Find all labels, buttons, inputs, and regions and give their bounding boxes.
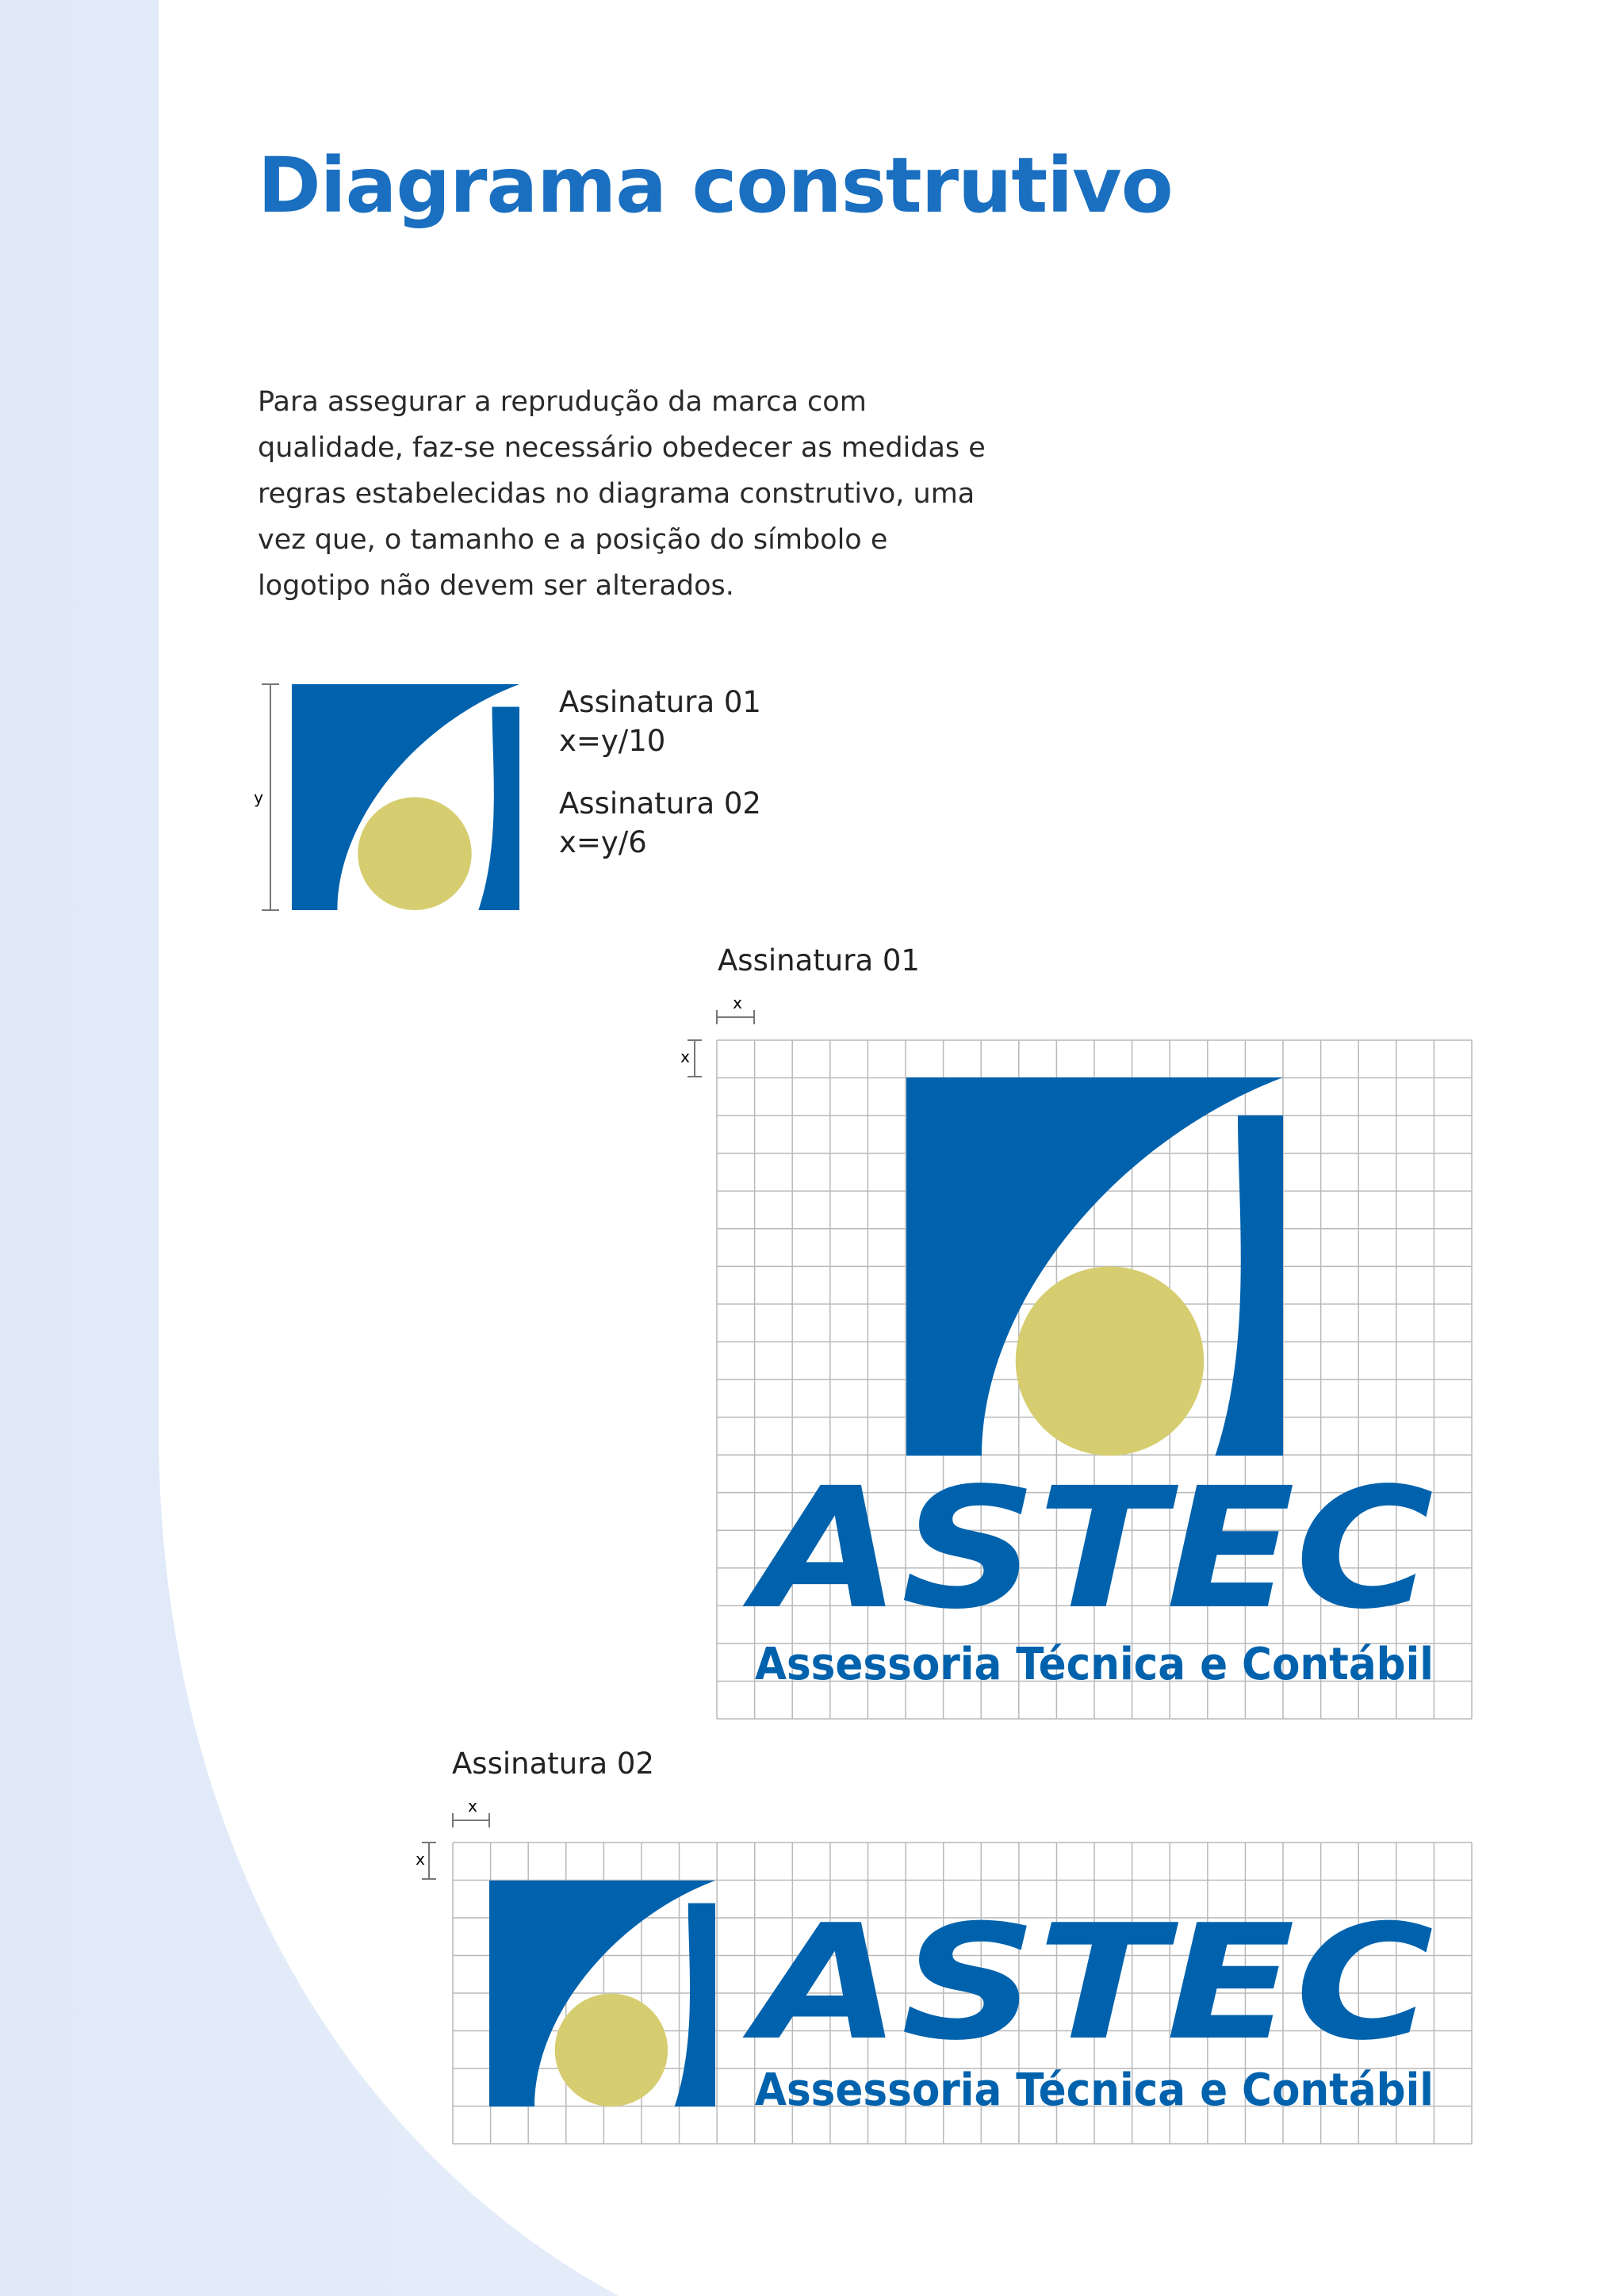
page-title: Diagrama construtivo bbox=[258, 141, 1173, 230]
signature-02-logo bbox=[489, 1881, 1434, 2116]
signature-01-wordmark: ASTEC bbox=[742, 1452, 1434, 1646]
signature-01-tagline: Assessoria Técnica e Contábil bbox=[755, 1639, 1434, 1690]
intro-paragraph: Para assegurar a reprudução da marca com qualidade, faz-se necessário obedecer as medidas e regras estabelecidas no diagrama construtivo, uma vez que, o tamanho e a posição do símbolo e logotipo não devem ser alterados. bbox=[258, 386, 986, 602]
signature-02-diagram bbox=[0, 1744, 1624, 2156]
signature-01-logo bbox=[742, 1077, 1434, 1690]
y-dimension-label: y bbox=[254, 788, 263, 807]
rule-01-name: Assinatura 01 bbox=[559, 685, 761, 719]
rule-02-formula: x=y/6 bbox=[559, 825, 647, 859]
signature-01-unit-v-label: x bbox=[680, 1047, 690, 1066]
signature-02-unit-v-label: x bbox=[416, 1850, 425, 1869]
signature-01-title: Assinatura 01 bbox=[718, 943, 920, 978]
rule-01-formula: x=y/10 bbox=[559, 724, 666, 758]
signature-02-tagline: Assessoria Técnica e Contábil bbox=[755, 2064, 1434, 2116]
rule-02-name: Assinatura 02 bbox=[559, 786, 761, 821]
signature-02-title: Assinatura 02 bbox=[452, 1747, 654, 1781]
signature-02-unit-h-label: x bbox=[468, 1797, 477, 1816]
signature-02-wordmark: ASTEC bbox=[742, 1891, 1434, 2076]
signature-01-unit-h-label: x bbox=[733, 993, 742, 1012]
